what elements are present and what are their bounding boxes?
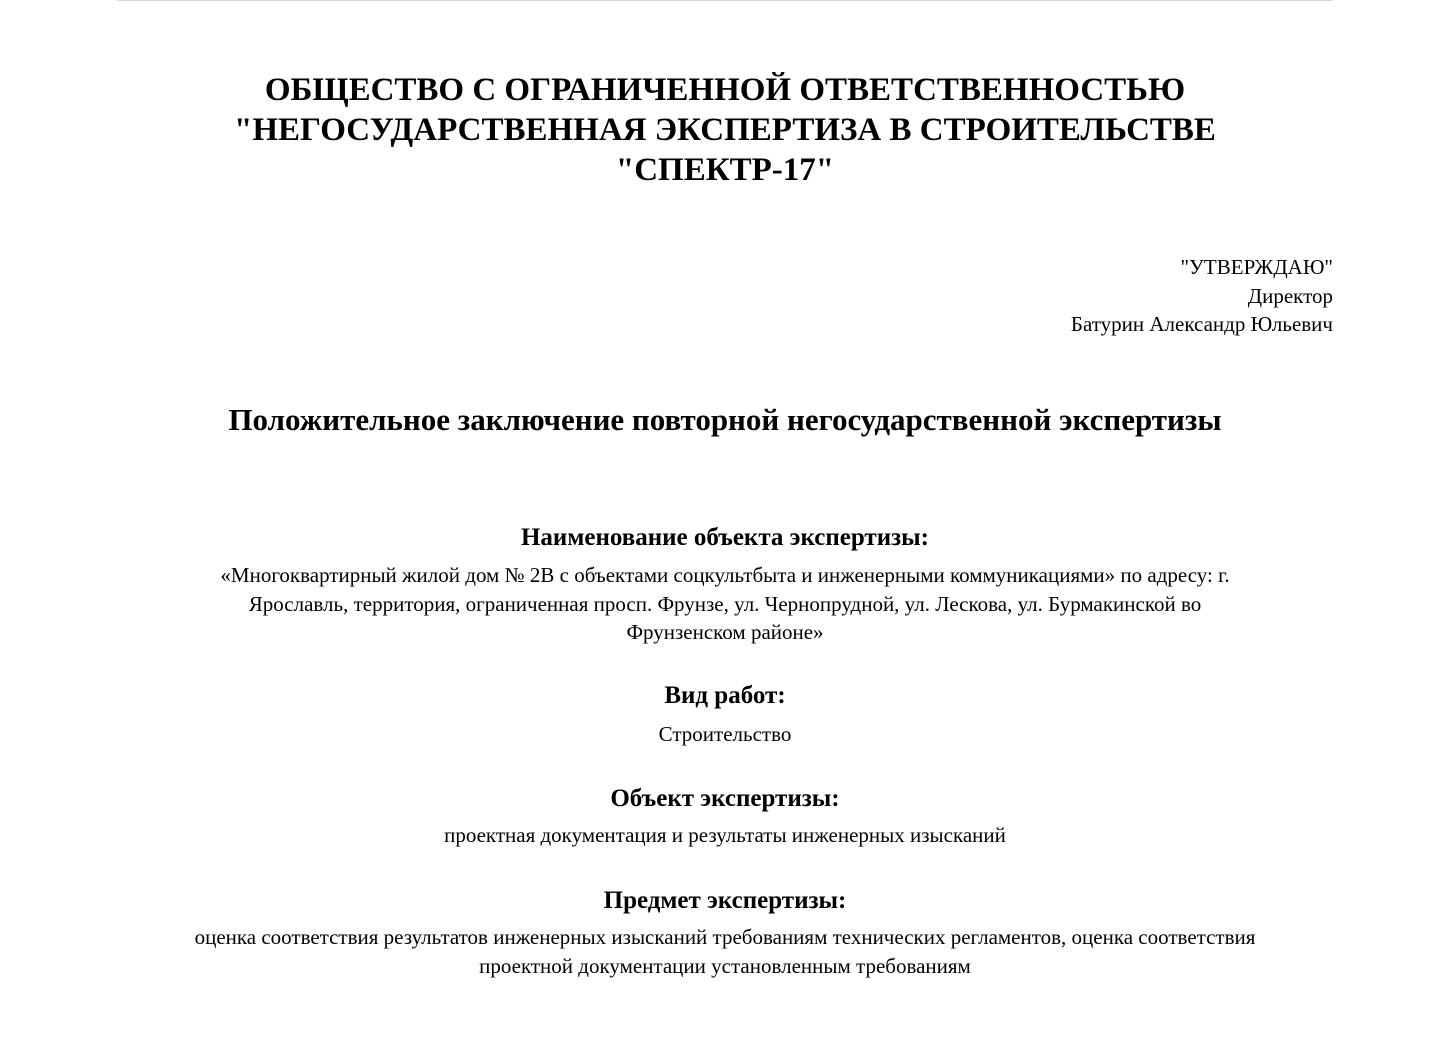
section-text-line: проектная документация и результаты инженерных изысканий <box>444 823 1006 847</box>
approval-block <box>1071 253 1333 339</box>
section-text-expertise-object <box>117 821 1333 850</box>
section-label-expertise-object: Объект экспертизы: <box>610 785 840 812</box>
organization-title <box>117 70 1333 190</box>
section-label-expertise-subject: Предмет экспертизы: <box>603 887 847 914</box>
section-text-object-name <box>117 561 1333 647</box>
section-text-line: оценка соответствия результатов инженерных изысканий требованиям технических регламентов, оценка соответствия <box>194 925 1256 949</box>
approval-name: Батурин Александр Юльевич <box>1070 312 1333 336</box>
approval-position: Директор <box>1247 283 1333 308</box>
organization-title-line: ОБЩЕСТВО С ОГРАНИЧЕННОЙ ОТВЕТСТВЕННОСТЬЮ <box>264 72 1186 108</box>
section-text-line: Ярославль, территория, ограниченная просп. Фрунзе, ул. Чернопрудной, ул. Лескова, ул. Бурмакинской во <box>248 591 1202 616</box>
document-page <box>117 0 1333 1050</box>
section-text-line: «Многоквартирный жилой дом № 2В с объектами соцкультбыта и инженерными коммуникациями» по адресу: г. <box>220 563 1230 587</box>
approval-heading: "УТВЕРЖДАЮ" <box>1180 255 1333 279</box>
section-text-line: проектной документации установленным требованиям <box>479 953 971 978</box>
section-text-work-type <box>117 720 1333 749</box>
section-text-expertise-subject <box>117 923 1333 980</box>
section-text-line: Строительство <box>658 722 792 746</box>
section-text-line: Фрунзенском районе» <box>626 620 824 644</box>
section-label-object-name: Наименование объекта экспертизы: <box>520 524 930 551</box>
organization-title-line: "СПЕКТР-17" <box>615 152 835 188</box>
organization-title-line: "НЕГОСУДАРСТВЕННАЯ ЭКСПЕРТИЗА В СТРОИТЕЛЬСТВЕ <box>234 112 1216 148</box>
conclusion-title: Положительное заключение повторной негосударственной экспертизы <box>228 402 1222 437</box>
section-label-work-type: Вид работ: <box>664 682 786 709</box>
